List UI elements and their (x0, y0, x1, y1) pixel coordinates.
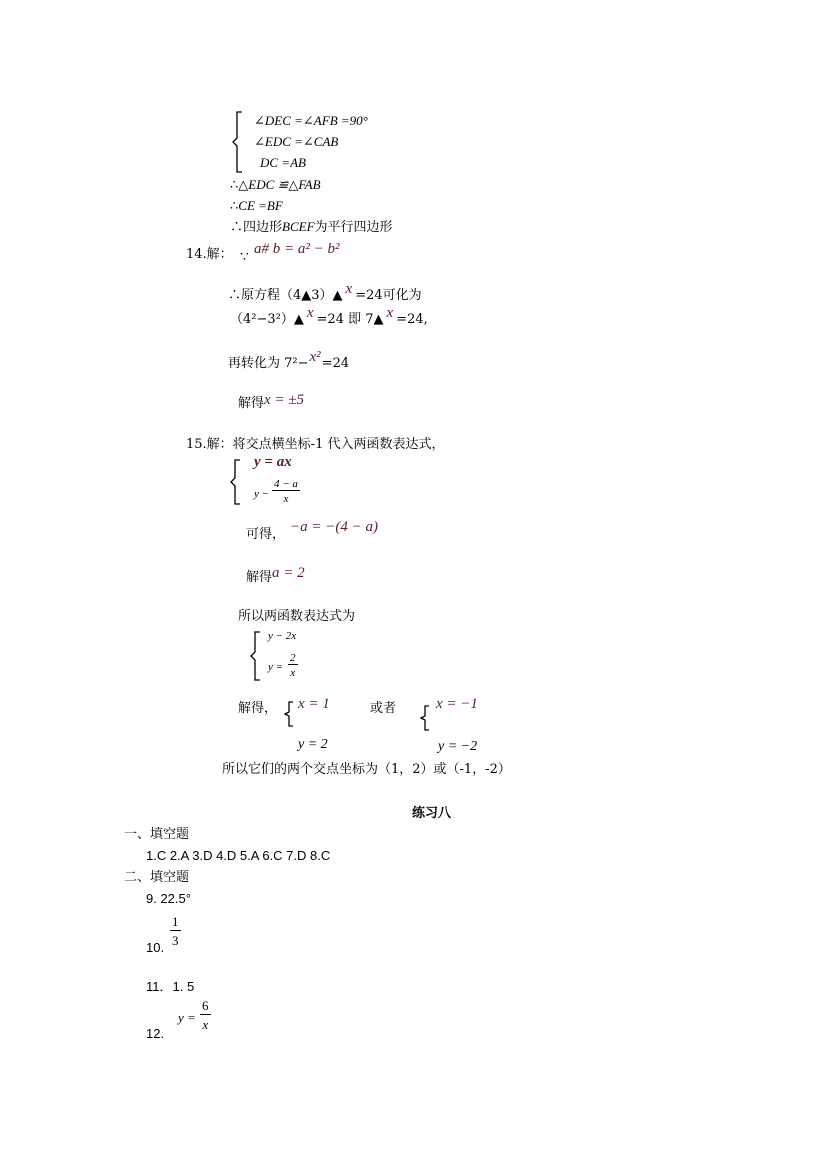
answer-9: 9. 22.5° (146, 891, 191, 906)
text: =24可化为 (355, 288, 422, 303)
text: 可得， (246, 527, 286, 542)
section-title: 练习八 (412, 806, 452, 821)
brace-sys1 (230, 458, 244, 509)
congruence-statement: △EDC ≌△FAB (238, 177, 321, 192)
answer-11: 11．1. 5 (146, 979, 195, 994)
sys1-eq2-left: y − (254, 488, 270, 500)
var-x: x (345, 281, 353, 297)
equal-segments: CE =BF (238, 198, 283, 213)
denominator: x (202, 1017, 209, 1032)
operation-definition: a# b = a² − b² (254, 241, 340, 257)
q14-line4 (238, 392, 305, 411)
kede-expression: −a = −(4 − a) (290, 519, 378, 535)
numerator: 2 (290, 652, 296, 664)
answer-10-label: 10. (146, 940, 165, 955)
sys1-eq1: y = ax (254, 454, 292, 470)
q14-line3 (228, 349, 350, 371)
text: =24 (321, 356, 350, 371)
sol2-y: y = −2 (438, 739, 478, 754)
therefore-symbol: ∴ (230, 220, 244, 235)
therefore-symbol: ∴ (230, 199, 239, 214)
denominator: 3 (172, 933, 179, 948)
left-brace-icon (232, 110, 246, 174)
brace-13 (232, 110, 246, 177)
proof13-line2: ∠EDC =∠CAB (254, 134, 339, 149)
q14-label: 14.解： (186, 247, 233, 262)
solution-x: x = ±5 (264, 392, 305, 408)
var-x: x (386, 305, 394, 321)
text: =24, (396, 312, 428, 327)
text: 再转化为 7²− (228, 356, 309, 371)
brace-sys2 (250, 630, 264, 685)
text: =24 即 7▲ (316, 312, 384, 327)
proof13-line1: ∠DEC =∠AFB =90° (254, 113, 368, 128)
therefore-line3 (230, 220, 393, 234)
text: 为平行四边形 (314, 220, 393, 235)
text: 四边形 (243, 220, 283, 235)
text: （4²−3²）▲ (230, 312, 304, 327)
left-brace-icon (420, 704, 432, 732)
part1-heading: 一、填空题 (124, 827, 190, 842)
sys1-fraction (272, 478, 300, 505)
q15-jiede2: 解得， (238, 701, 278, 716)
sys2-fraction (288, 652, 298, 679)
denominator: x (283, 493, 289, 505)
denominator: x (290, 667, 296, 679)
huozhe-text: 或者 (370, 701, 397, 716)
q14-line1 (228, 281, 422, 303)
because-symbol: ∵ (240, 249, 249, 265)
part2-heading: 二、填空题 (124, 870, 190, 885)
left-brace-icon (230, 458, 244, 506)
answer-10-fraction (170, 914, 181, 949)
therefore-line1 (230, 178, 321, 192)
numerator: 1 (172, 914, 179, 929)
text: 解得 (246, 570, 273, 585)
text: ∴原方程（4▲3）▲ (228, 288, 343, 303)
therefore-line2 (230, 199, 283, 213)
text: 解得 (238, 396, 265, 411)
q15-kede (246, 528, 285, 541)
left-brace-icon (284, 700, 296, 728)
q14-line2 (230, 305, 428, 327)
q15-label: 15.解：将交点横坐标-1 代入两函数表达式， (186, 437, 445, 452)
solution-a: a = 2 (272, 565, 305, 581)
left-brace-icon (250, 630, 264, 682)
therefore-symbol: ∴ (230, 178, 239, 193)
proof13-line3: DC =AB (260, 155, 306, 170)
answer-12-left: y = (178, 1010, 196, 1025)
sol1-x: x = 1 (298, 696, 330, 712)
quad-name: BCEF (282, 219, 315, 234)
sol2-x: x = −1 (436, 696, 478, 712)
answer-12-label: 12. (146, 1026, 165, 1041)
sol1-y: y = 2 (298, 737, 328, 752)
numerator: 6 (202, 998, 209, 1013)
brace-sol2 (420, 704, 432, 735)
choice-answers: 1.C 2.A 3.D 4.D 5.A 6.C 7.D 8.C (146, 848, 331, 863)
q15-conclusion: 所以它们的两个交点坐标为（1，2）或（-1，-2） (222, 762, 511, 777)
var-x-squared: x² (309, 349, 321, 365)
q15-jiede (246, 565, 305, 585)
sys2-eq1: y − 2x (268, 630, 297, 642)
var-x: x (306, 305, 314, 321)
sys2-eq2-left: y = (268, 661, 284, 673)
q15-suoyi: 所以两函数表达式为 (238, 609, 356, 624)
numerator: 4 − a (274, 478, 298, 490)
brace-sol1 (284, 700, 296, 731)
answer-12-fraction (200, 998, 211, 1033)
